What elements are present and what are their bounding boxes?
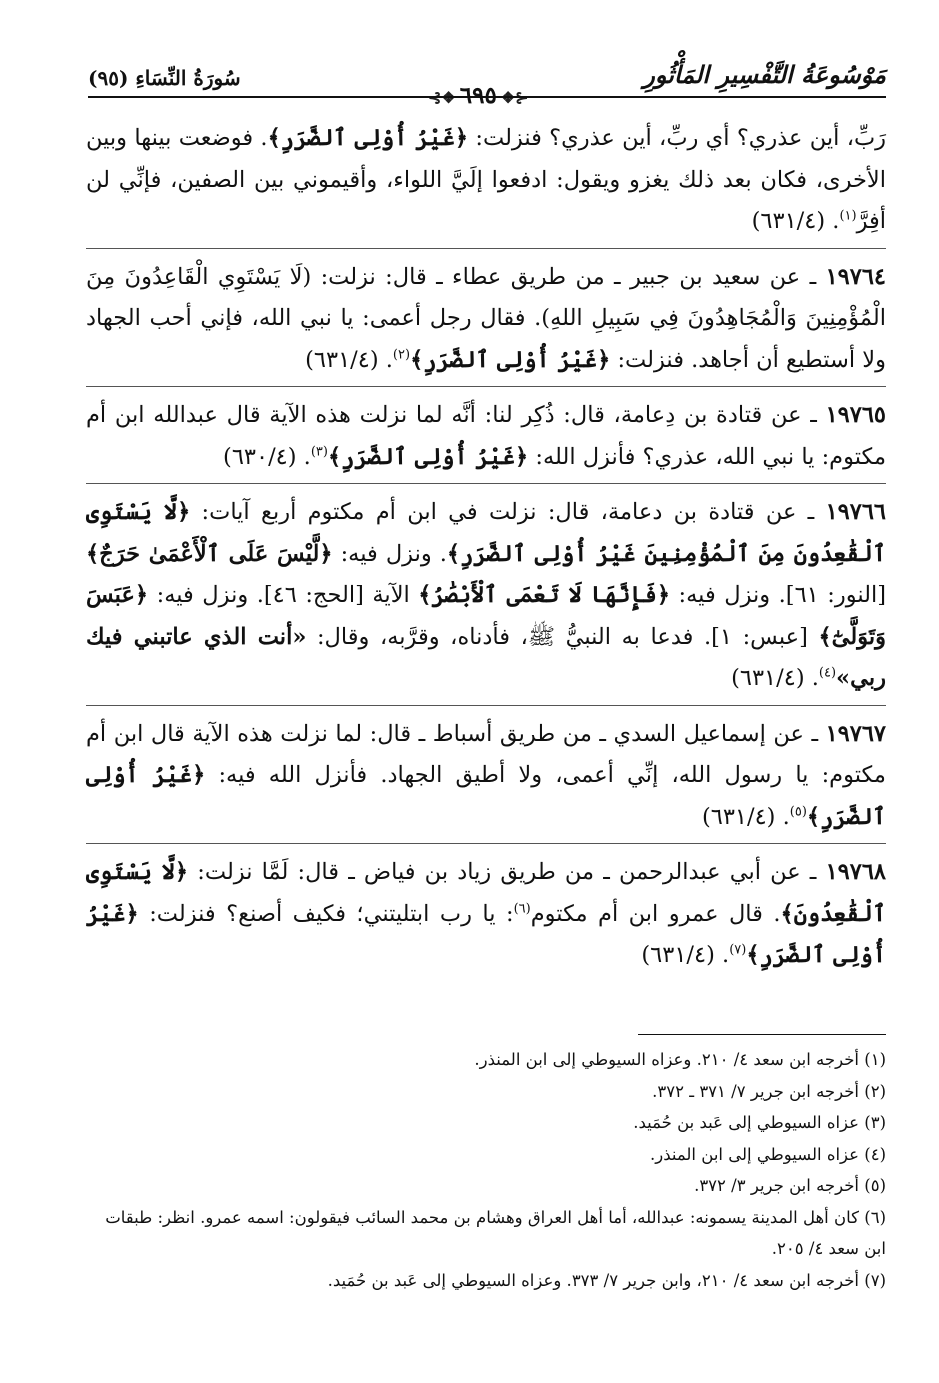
narration-paragraph: [86, 852, 886, 977]
paragraph-divider: [86, 248, 886, 249]
quran-verse: ﴿غَيْرُ أُوْلِى ٱلضَّرَرِ﴾: [410, 346, 611, 373]
text-run: . فوضعت بينها وبين الأخرى، فكان بعد ذلك يغزو ويقول: ادفعوا إلَيَّ اللواء، وأقيموني بين الصفين، فإنِّي لن أفِرَّ: [86, 125, 886, 234]
text-run: . ونزل فيه:: [332, 540, 447, 567]
footnote-ref: (٢): [392, 347, 411, 362]
footnote: (٧) أخرجه ابن سعد ٤/ ٢١٠، وابن جرير ٧/ ٣٧٣. وعزاه السيوطي إلى عَبد بن حُمَيد.: [327, 1270, 886, 1290]
text-run: رَبِّ، أين عذري؟ أي ربِّ، أين عذري؟ فنزلت:: [468, 125, 887, 151]
ornament-right-icon: ❖⊱: [500, 87, 529, 107]
text-run: . قال عمرو ابن أم مكتوم: [530, 900, 781, 927]
quran-verse: ﴿عَبَسَ وَتَوَلَّىٰٓ﴾: [86, 582, 886, 650]
narration-paragraph: [86, 118, 886, 243]
page-header: [88, 52, 886, 108]
text-run: . (٦٣١/٤): [305, 346, 393, 373]
footnote-ref: (٣): [310, 444, 328, 459]
paragraph-divider: [86, 705, 886, 706]
quran-verse: ﴿غَيْرُ أُوْلِى ٱلضَّرَرِ﴾: [267, 125, 469, 151]
text-run: . (٦٣٠/٤): [223, 443, 311, 470]
footnote: (٢) أخرجه ابن جرير ٧/ ٣٧١ ـ ٣٧٢.: [652, 1081, 886, 1101]
footnote-ref: (٧): [729, 942, 747, 958]
text-run: [عبس: ١]. فدعا به النبيُّ ﷺ، فأدناه، وقرَّبه، وقال:: [306, 623, 819, 650]
quran-verse: ﴿غَيْرُ أُوْلِى ٱلضَّرَرِ﴾: [86, 762, 886, 830]
text-run: ـ عن قتادة بن دعامة، قال: نزلت في ابن أم مكتوم أربع آيات:: [190, 499, 826, 525]
header-divider: [88, 96, 886, 98]
footnote: (٤) عزاه السيوطي إلى ابن المنذر.: [650, 1144, 886, 1164]
narration-number: ١٩٧٦٥: [825, 402, 886, 428]
footnote: (١) أخرجه ابن سعد ٤/ ٢١٠. وعزاه السيوطي إلى ابن المنذر.: [474, 1050, 886, 1069]
text-run: الآية [الحج: ٤٦]. ونزل فيه:: [148, 582, 419, 608]
text-run: . (٦٣١/٤): [641, 942, 730, 968]
footnote: (٣) عزاه السيوطي إلى عَبد بن حُمَيد.: [633, 1113, 886, 1132]
text-run: ـ عن إسماعيل السدي ـ من طريق أسباط ـ قال: لما نزلت هذه الآية قال ابن أم مكتوم: يا رسول الله، إنِّي أعمى، ولا أطيق الجهاد. فأنزل الله فيه:: [86, 720, 886, 788]
narration-number: ١٩٧٦٨: [825, 859, 886, 885]
narration-paragraph: [86, 714, 886, 839]
narration-number: ١٩٧٦٧: [825, 720, 886, 747]
narration-number: ١٩٧٦٤: [825, 263, 886, 290]
text-run: . (٦٣١/٤): [731, 665, 819, 691]
footnote-ref: (٦): [513, 901, 531, 916]
text-run: [النور: ٦١]. ونزل فيه:: [670, 582, 887, 608]
page-number: ٦٩٥: [459, 82, 497, 109]
footnote-ref: (٥): [789, 804, 807, 819]
footnote: (٥) أخرجه ابن جرير ٣/ ٣٧٢.: [694, 1176, 886, 1195]
paragraph-divider: [86, 483, 886, 484]
footnote-ref: (١): [839, 208, 857, 224]
text-run: ـ عن سعيد بن جبير ـ من طريق عطاء ـ قال: نزلت: (لَا يَسْتَوِي الْقَاعِدُونَ مِنَ الْمُؤْمِنِينَ وَالْمُجَاهِدُونَ فِي سَبِيلِ اللهِ). فقال رجل أعمى: يا نبي الله، فإني أحب الجهاد ولا أستطيع أن أجاهد. فنزلت:: [86, 263, 886, 373]
text-run: ـ عن قتادة بن دِعامة، قال: ذُكِر لنا: أنَّه لما نزلت هذه الآية قال عبدالله ابن أم مكتوم: يا نبي الله، عذري؟ فأنزل الله:: [86, 402, 886, 470]
ornament-left-icon: ⊰❖: [428, 87, 456, 107]
hadith-quote: «أنت الذي عاتبني فيك ربي»: [86, 623, 886, 691]
book-title: مَوْسُوعَةُ التَّفْسِيرِ المَأْثُورِ: [643, 60, 886, 89]
paragraph-divider: [86, 386, 886, 387]
surah-heading: سُورَةُ النِّسَاءِ (٩٥): [88, 66, 241, 90]
narration-number: ١٩٧٦٦: [825, 499, 886, 525]
narration-paragraph: [86, 492, 886, 700]
main-text: [86, 118, 886, 982]
quran-verse: ﴿لَّيْسَ عَلَى ٱلْأَعْمَىٰ حَرَجٌ﴾: [86, 540, 333, 567]
footnote-ref: (٤): [818, 665, 837, 681]
footnote: (٦) كان أهل المدينة يسمونه: عبدالله، أما أهل العراق وهشام بن محمد السائب فيقولون: اسمه عمرو. انظر: طبقات ابن سعد ٤/ ٢٠٥.: [105, 1207, 886, 1258]
quran-verse: ﴿لَّا يَسْتَوِى ٱلْقَٰعِدُونَ﴾: [86, 859, 887, 927]
narration-paragraph: [86, 395, 886, 478]
text-run: . (٦٣١/٤): [701, 803, 790, 830]
narration-paragraph: [86, 257, 886, 382]
quran-verse: ﴿فَإِنَّهَا لَا تَعْمَى ٱلْأَبْصَٰرُ﴾: [418, 582, 671, 608]
footnote-divider: [638, 1034, 886, 1035]
quran-verse: ﴿غَيْرُ أُوْلِى ٱلضَّرَرِ﴾: [86, 900, 886, 968]
quran-verse: ﴿لَّا يَسْتَوِى ٱلْقَٰعِدُونَ مِنَ ٱلْمُؤْمِنِينَ غَيْرُ أُوْلِى ٱلضَّرَرِ﴾: [86, 499, 887, 567]
paragraph-divider: [86, 843, 886, 844]
footnotes: [86, 1044, 886, 1296]
text-run: . (٦٣١/٤): [751, 208, 840, 234]
text-run: : يا رب ابتليتني؛ فكيف أصنع؟ فنزلت:: [138, 900, 514, 927]
text-run: ـ عن أبي عبدالرحمن ـ من طريق زياد بن فياض ـ قال: لَمَّا نزلت:: [188, 859, 826, 885]
quran-verse: ﴿غَيْرُ أُوْلِى ٱلضَّرَرِ﴾: [327, 443, 529, 470]
